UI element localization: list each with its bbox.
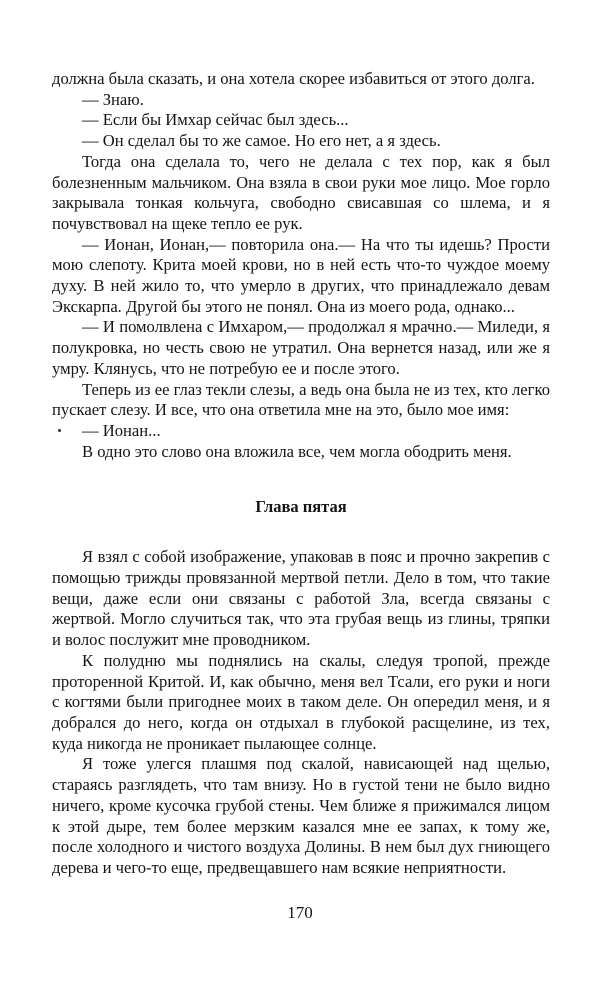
paragraph-text: — Ионан... [82, 420, 161, 440]
paragraph: — Ионан, Ионан,— повторила она.— На что ты идешь? Прости мою слепоту. Крита моей крови, но в ней есть что-то чуждое моему духу. В ней жило то, что умерло в других, что принадлежало девам Экскарпа. Другой бы этого не понял. Она из моего рода, однако... [52, 234, 550, 316]
paragraph: Я взял с собой изображение, упаковав в пояс и прочно закрепив с помощью трижды провязанной мертвой петли. Дело в том, что такие вещи, даже если они связаны с работой Зла, всегда связаны с жертвой. Могло случиться так, что эта грубая вещь из глины, тряпки и волос послужит мне проводником. [52, 547, 550, 650]
paragraph: — Знаю. [82, 89, 144, 109]
paragraph-with-bullet [52, 421, 550, 442]
page-number: 170 [287, 903, 313, 922]
paragraph: должна была сказать, и она хотела скорее избавиться от этого долга. [52, 69, 535, 88]
paragraph: — Он сделал бы то же самое. Но его нет, а я здесь. [82, 131, 441, 151]
paragraph: — И помолвлена с Имхаром,— продолжал я мрачно.— Миледи, я полукровка, но честь свою не утратил. Она вернется назад, или же я умру. Клянусь, что не потребую ее и после этого. [52, 317, 550, 378]
main-text [52, 69, 550, 879]
bullet-dot-icon [58, 429, 61, 432]
paragraph: Тогда она сделала то, чего не делала с тех пор, как я был болезненным мальчиком. Она взяла в свои руки мое лицо. Мое горло закрывала тонкая кольчуга, свободно свисавшая со шлема, и я почувствовал на щеке тепло ее рук. [52, 151, 550, 233]
paragraph: — Если бы Имхар сейчас был здесь... [82, 110, 349, 130]
paragraph: К полудню мы поднялись на скалы, следуя тропой, прежде проторенной Критой. И, как обычно, меня вел Тсали, его руки и ноги с когтями были пригоднее моих в таком деле. Он опередил меня, и я добрался до него, когда он отдыхал в глубокой расщелине, из тех, куда никогда не проникает пылающее солнце. [52, 650, 550, 753]
paragraph: В одно это слово она вложила все, чем могла ободрить меня. [82, 441, 512, 461]
chapter-title: Глава пятая [255, 497, 347, 517]
paragraph: Я тоже улегся плашмя под скалой, нависающей над щелью, стараясь разглядеть, что там внизу. Но в густой тени не было видно ничего, кроме кусочка грубой стены. Чем ближе я прижимался лицом к этой дыре, тем более мерзким казался мне ее запах, к тому же, после холодного и чистого воздуха Долины. В нем был дух гниющего дерева и чего-то еще, предвещавшего нам всякие неприятности. [52, 754, 550, 877]
paragraph: Теперь из ее глаз текли слезы, а ведь она была не из тех, кто легко пускает слезу. И все, что она ответила мне на это, было мое имя: [52, 379, 550, 420]
